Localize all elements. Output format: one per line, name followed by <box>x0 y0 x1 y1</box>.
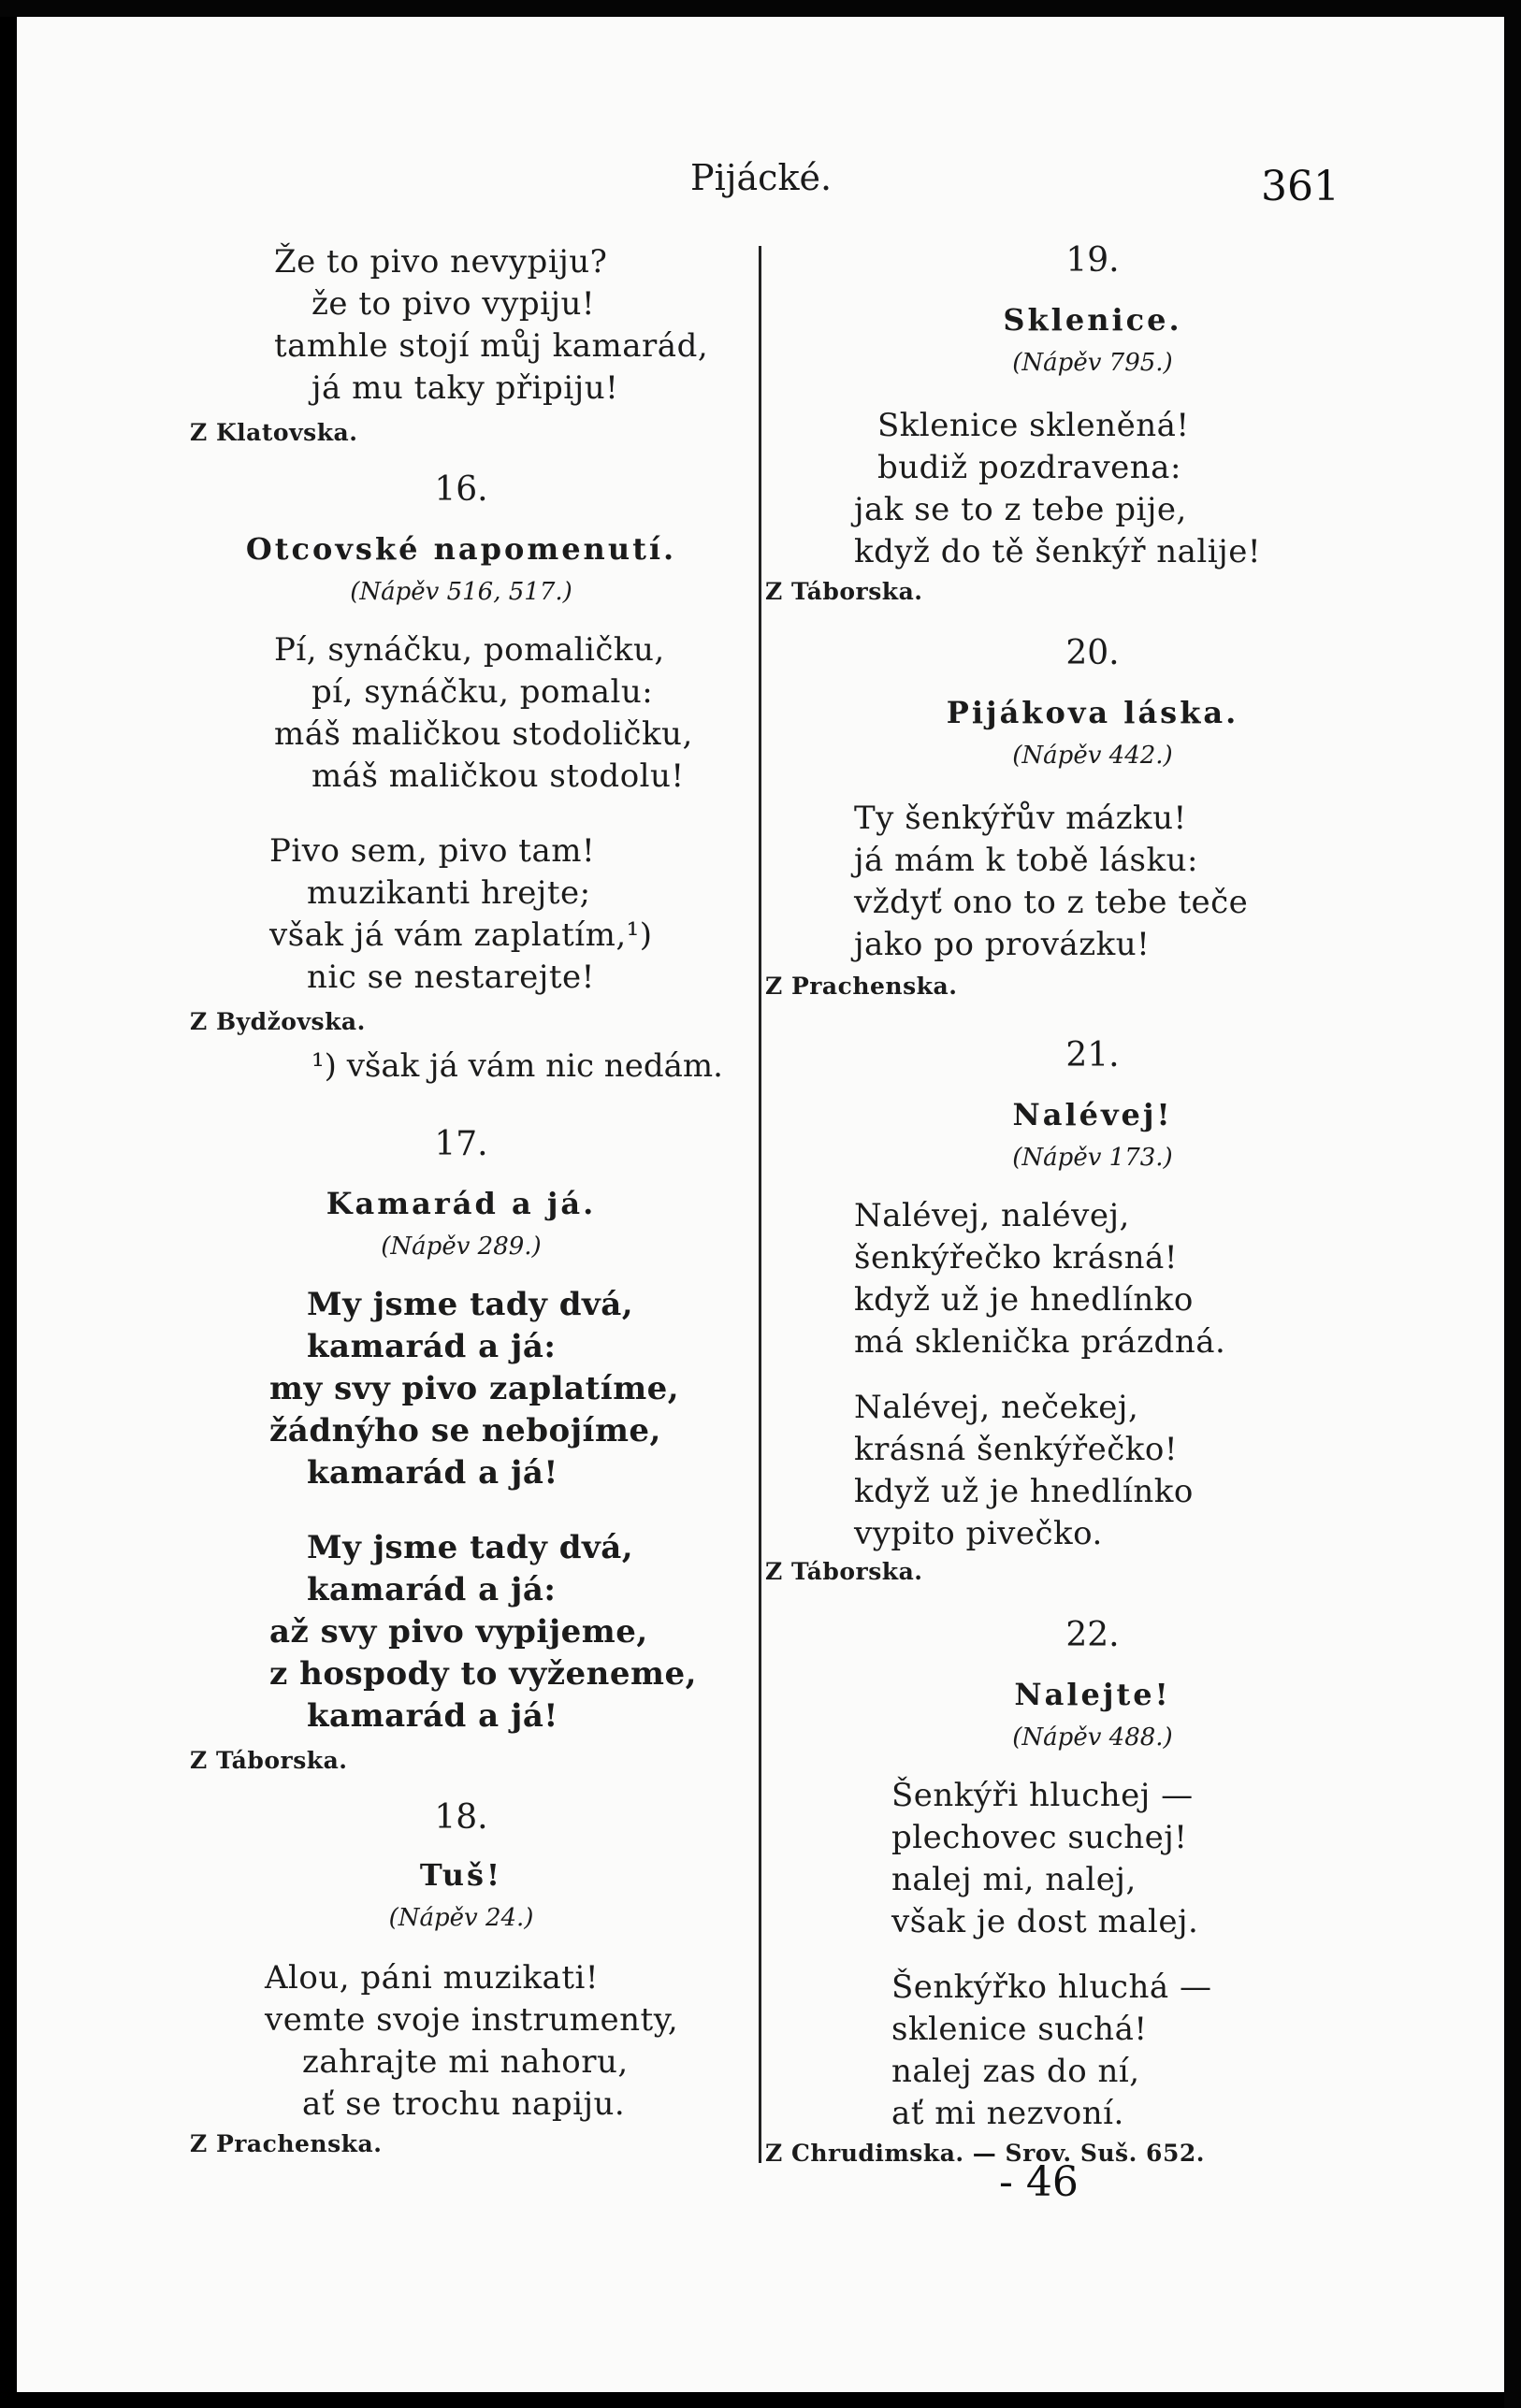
verse-line: Šenkýřko hluchá — <box>891 1968 1212 2006</box>
scan-border-right <box>1504 0 1521 2408</box>
verse-line: Alou, páni muzikati! <box>265 1959 600 1997</box>
verse-line: však je dost malej. <box>891 1903 1199 1940</box>
verse-line: žádnýho se nebojíme, <box>269 1412 661 1449</box>
book-page <box>17 17 1504 2392</box>
song-22-title: Nalejte! <box>1014 1677 1171 1712</box>
verse-line: máš maličkou stodoličku, <box>274 715 693 753</box>
page-number: 361 <box>1261 163 1340 210</box>
song-15-source: Z Klatovska. <box>190 419 358 446</box>
verse-line: když už je hnedlínko <box>854 1473 1194 1510</box>
song-18-tune: (Nápěv 24.) <box>388 1904 534 1932</box>
verse-line: Sklenice skleněná! <box>877 407 1190 444</box>
verse-line: když už je hnedlínko <box>854 1281 1194 1319</box>
song-20-verse <box>854 798 1248 966</box>
song-21-verse-2 <box>854 1387 1194 1555</box>
song-18-source: Z Prachenska. <box>190 2130 383 2157</box>
verse-line: nalej mi, nalej, <box>891 1861 1137 1898</box>
verse-line: ať se trochu napiju. <box>302 2085 626 2123</box>
song-19-verse <box>854 405 1261 573</box>
song-18-number: 18. <box>434 1798 488 1837</box>
song-19-source: Z Táborska. <box>765 578 923 605</box>
verse-line: Nalévej, nečekej, <box>854 1389 1139 1426</box>
verse-line: má sklenička prázdná. <box>854 1323 1226 1361</box>
verse-line: vypito pivečko. <box>854 1515 1103 1552</box>
song-20-title: Pijákova láska. <box>946 695 1239 730</box>
song-18-verse <box>265 1957 678 2126</box>
song-16-title: Otcovské napomenutí. <box>245 531 677 567</box>
verse-line: kamarád a já! <box>307 1454 558 1492</box>
verse-line: já mu taky připiju! <box>311 369 619 407</box>
song-21-source: Z Táborska. <box>765 1558 923 1585</box>
verse-line: budiž pozdravena: <box>877 449 1181 486</box>
verse-line: vždyť ono to z tebe teče <box>854 884 1249 921</box>
song-19-title: Sklenice. <box>1003 302 1182 338</box>
song-19-number: 19. <box>1065 241 1120 280</box>
verse-line: když do tě šenkýř nalije! <box>854 533 1262 570</box>
verse-line: kamarád a já: <box>307 1328 557 1365</box>
verse-line: že to pivo vypiju! <box>311 285 596 323</box>
verse-line: však já vám zaplatím,¹) <box>269 916 653 954</box>
verse-line: Ty šenkýřův mázku! <box>854 800 1187 837</box>
verse-line: kamarád a já: <box>307 1571 557 1608</box>
verse-line: vemte svoje instrumenty, <box>265 2001 679 2039</box>
song-17-source: Z Táborska. <box>190 1747 348 1774</box>
verse-line: Že to pivo nevypiju? <box>274 243 608 281</box>
verse-line: muzikanti hrejte; <box>307 874 591 912</box>
scan-border-top <box>0 0 1521 17</box>
verse-line: máš maličkou stodolu! <box>311 757 685 795</box>
song-17-number: 17. <box>434 1125 488 1163</box>
running-title: Pijácké. <box>690 157 833 198</box>
verse-line: tamhle stojí můj kamarád, <box>274 327 709 365</box>
verse-line: kamarád a já! <box>307 1697 558 1735</box>
song-22-number: 22. <box>1065 1616 1120 1654</box>
song-20-source: Z Prachenska. <box>765 973 958 1000</box>
song-18-title: Tuš! <box>419 1857 503 1893</box>
song-22-verse-1 <box>891 1775 1198 1943</box>
song-22-verse-2 <box>891 1967 1211 2135</box>
song-21-tune: (Nápěv 173.) <box>1012 1144 1173 1172</box>
verse-line: pí, synáčku, pomalu: <box>311 673 654 711</box>
song-17-tune: (Nápěv 289.) <box>381 1233 542 1261</box>
song-21-title: Nalévej! <box>1012 1097 1173 1132</box>
song-20-number: 20. <box>1065 634 1120 672</box>
song-19-tune: (Nápěv 795.) <box>1012 349 1173 377</box>
song-22-tune: (Nápěv 488.) <box>1012 1723 1173 1752</box>
verse-line: já mám k tobě lásku: <box>854 842 1198 879</box>
verse-line: sklenice suchá! <box>891 2011 1148 2048</box>
verse-line: My jsme tady dvá, <box>307 1286 634 1323</box>
song-22-source: Z Chrudimska. — Srov. Suš. 652. <box>765 2140 1205 2167</box>
verse-line: krásná šenkýřečko! <box>854 1431 1178 1468</box>
song-20-tune: (Nápěv 442.) <box>1012 742 1173 770</box>
verse-line: my svy pivo zaplatíme, <box>269 1370 680 1407</box>
song-16-tune: (Nápěv 516, 517.) <box>350 578 572 606</box>
verse-line: jak se to z tebe pije, <box>854 491 1187 528</box>
printer-signature: - 46 <box>999 2158 1079 2206</box>
footnote: ¹) však já vám nic nedám. <box>311 1047 723 1085</box>
song-16-source: Z Bydžovska. <box>190 1008 366 1035</box>
verse-line: jako po provázku! <box>854 926 1151 963</box>
verse-line: ať mi nezvoní. <box>891 2095 1124 2132</box>
song-21-verse-1 <box>854 1195 1225 1363</box>
verse-line: nic se nestarejte! <box>307 959 595 996</box>
verse-line: nalej zas do ní, <box>891 2053 1140 2090</box>
song-16-verse-1 <box>274 629 693 798</box>
verse-line: plechovec suchej! <box>891 1819 1188 1856</box>
verse-line: Šenkýři hluchej — <box>891 1777 1194 1814</box>
page-header <box>17 157 1504 213</box>
verse-line: zahrajte mi nahoru, <box>302 2043 629 2081</box>
song-16-verse-2 <box>269 830 653 999</box>
verse-line: Pivo sem, pivo tam! <box>269 832 596 870</box>
song-17-title: Kamarád a já. <box>326 1186 597 1221</box>
song-17-verse-1 <box>269 1284 679 1494</box>
verse-line: šenkýřečko krásná! <box>854 1239 1178 1276</box>
verse-line: My jsme tady dvá, <box>307 1529 634 1566</box>
verse-line: až svy pivo vypijeme, <box>269 1613 648 1651</box>
song-17-verse-2 <box>269 1527 697 1738</box>
song-16-number: 16. <box>434 470 488 509</box>
verse-line: Pí, synáčku, pomaličku, <box>274 631 665 669</box>
song-15-verse <box>274 241 708 410</box>
verse-line: z hospody to vyženeme, <box>269 1655 697 1693</box>
song-21-number: 21. <box>1065 1036 1120 1074</box>
verse-line: Nalévej, nalévej, <box>854 1197 1130 1234</box>
